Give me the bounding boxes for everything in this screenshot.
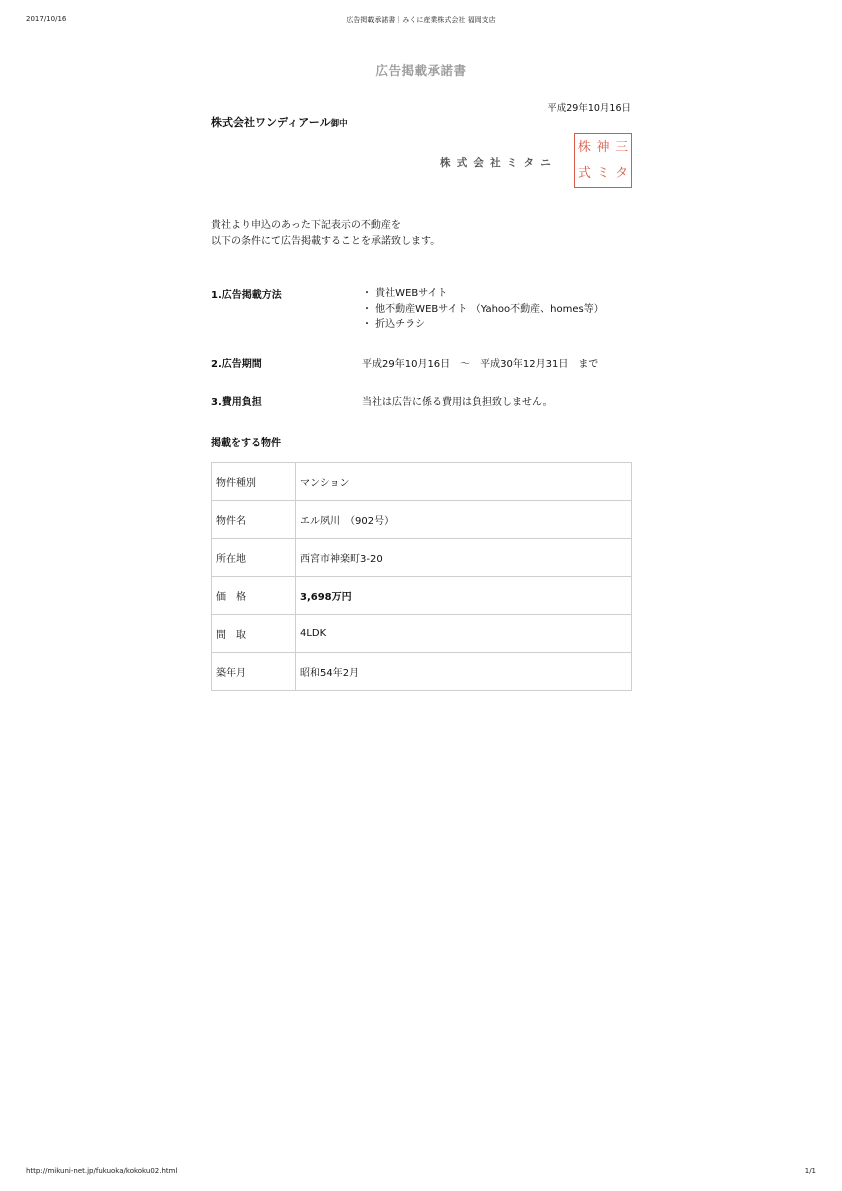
seal-char: 神: [596, 139, 610, 155]
term-period-value: 平成29年10月16日 ～ 平成30年12月31日 まで: [362, 359, 599, 370]
property-value: 4LDK: [296, 615, 632, 653]
issue-date: 平成29年10月16日: [547, 103, 631, 114]
term-cost-label: 3.費用負担: [211, 397, 262, 408]
property-label: 所在地: [212, 539, 296, 577]
method-item: ・ 折込チラシ: [362, 319, 426, 330]
property-table: [211, 462, 632, 691]
property-value: 昭和54年2月: [296, 653, 632, 691]
term-methods-label: 1.広告掲載方法: [211, 290, 282, 301]
table-row: [212, 653, 632, 691]
term-methods-list: [362, 286, 604, 333]
seal-char: ミ: [596, 166, 610, 182]
property-label: 間 取: [212, 615, 296, 653]
table-row: [212, 539, 632, 577]
intro-text: [211, 218, 440, 250]
property-label: 築年月: [212, 653, 296, 691]
seal-char: 三: [615, 139, 629, 155]
seal-char: タ: [615, 166, 629, 182]
addressee-honorific: 御中: [330, 119, 348, 129]
print-footer-url: http://mikuni-net.jp/fukuoka/kokoku02.html: [26, 1167, 178, 1175]
document-title: 広告掲載承諾書: [375, 63, 467, 78]
table-row: [212, 577, 632, 615]
method-item: ・ 他不動産WEBサイト （Yahoo不動産、homes等）: [362, 303, 604, 315]
company-name: 株式会社ミタニ: [440, 157, 557, 169]
intro-line: 以下の条件にて広告掲載することを承諾致します。: [211, 236, 441, 247]
seal-char: 株: [577, 139, 591, 155]
property-heading: 掲載をする物件: [211, 438, 281, 449]
property-value: エル夙川 （902号）: [296, 501, 632, 539]
property-label: 価 格: [212, 577, 296, 615]
property-label: 物件種別: [212, 463, 296, 501]
term-period-label: 2.広告期間: [211, 359, 262, 370]
addressee: [211, 114, 348, 130]
table-row: [212, 615, 632, 653]
print-header-title: 広告掲載承諾書｜みくに産業株式会社 福岡支店: [346, 16, 496, 24]
method-item: ・ 貴社WEBサイト: [362, 288, 448, 299]
term-cost-value: 当社は広告に係る費用は負担致しません。: [362, 397, 553, 408]
company-seal-stamp: [574, 133, 632, 188]
table-row: [212, 463, 632, 501]
intro-line: 貴社より申込のあった下記表示の不動産を: [211, 220, 401, 231]
table-row: [212, 501, 632, 539]
property-value: マンション: [296, 463, 632, 501]
addressee-name: 株式会社ワンディアール: [211, 116, 331, 129]
print-footer-page-number: 1/1: [804, 1167, 816, 1175]
property-value: 西宮市神楽町3-20: [296, 539, 632, 577]
property-label: 物件名: [212, 501, 296, 539]
print-header-date: 2017/10/16: [26, 15, 67, 23]
property-price-value: 3,698万円: [296, 577, 632, 615]
seal-char: 式: [577, 166, 591, 182]
